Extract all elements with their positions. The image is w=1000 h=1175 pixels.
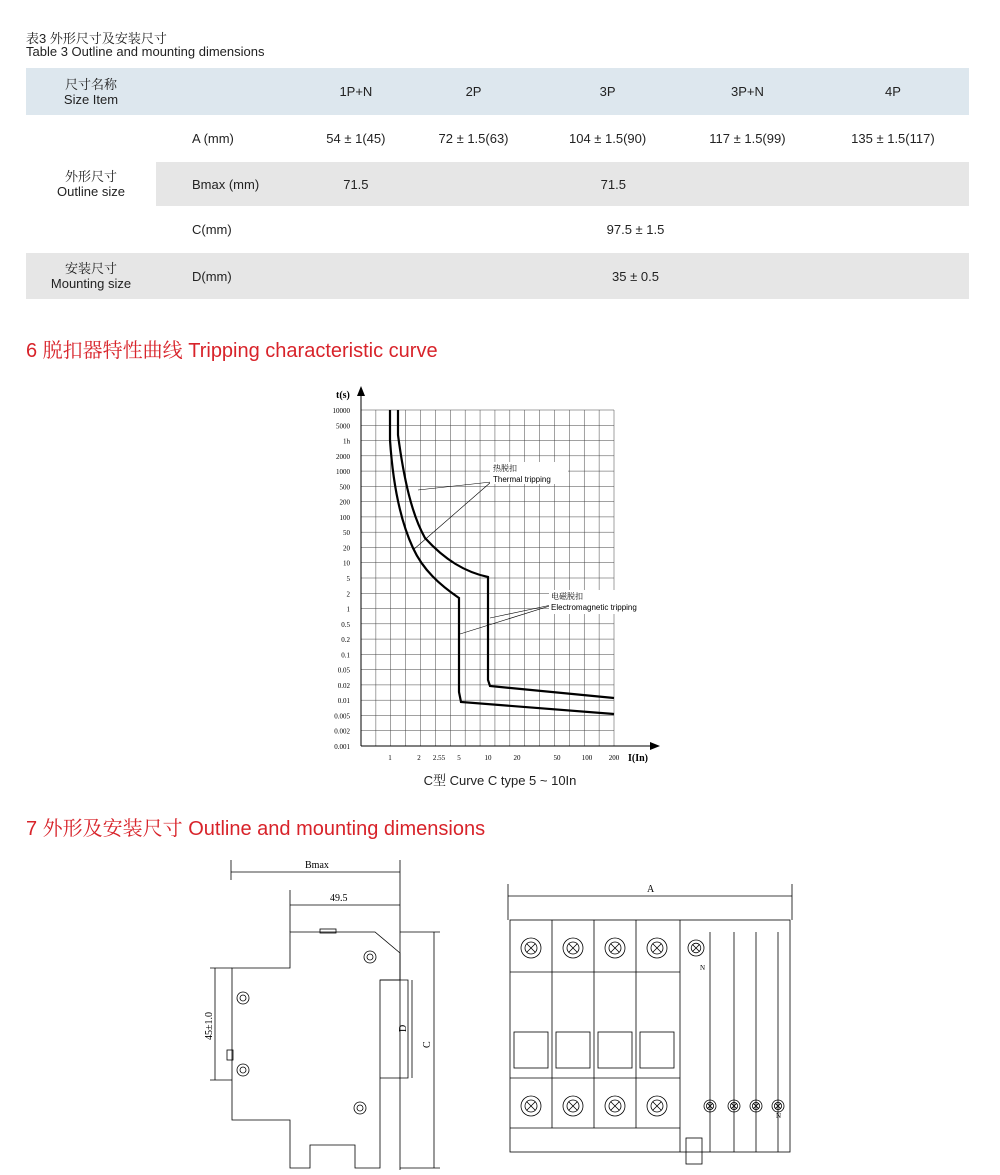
cell: 72 ± 1.5(63) (438, 131, 509, 146)
y-tick-label: 0.05 (337, 666, 350, 675)
y-tick-label: 0.2 (341, 636, 350, 645)
table-row (26, 162, 969, 206)
mounting-size-group (26, 253, 156, 299)
bmax-label: Bmax (305, 860, 329, 871)
breaker-body (232, 932, 400, 1168)
x-axis-label: I(In) (628, 753, 649, 764)
x-tick-label: 5 (457, 754, 461, 762)
curve-upper-bound (398, 410, 614, 698)
side-view-drawing (190, 850, 460, 1175)
y-tick-label: 0.002 (334, 727, 350, 736)
row-label: Bmax (mm) (156, 162, 302, 206)
y-axis-arrow (357, 386, 365, 396)
y-tick-label: 2000 (336, 452, 350, 461)
thermal-leader (413, 482, 491, 550)
size-item-header (26, 68, 156, 115)
cell: 135 ± 1.5(117) (851, 131, 935, 146)
x-tick-label: 20 (513, 754, 521, 762)
header-spacer (156, 68, 302, 115)
y-tick-label: 0.01 (337, 697, 350, 706)
mounting-size-cn: 安装尺寸 (64, 261, 117, 276)
front-view-drawing (500, 880, 800, 1170)
dim-495-label: 49.5 (330, 893, 348, 904)
y-tick-label: 5000 (336, 422, 350, 431)
dim-a-label: A (647, 884, 655, 895)
x-tick-label: 200 (608, 754, 620, 762)
table-row (26, 115, 969, 162)
cell: 104 ± 1.5(90) (568, 131, 647, 146)
y-tick-label: 200 (339, 498, 350, 507)
y-tick-label: 1h (343, 437, 350, 446)
top-tab (320, 929, 336, 933)
row-label: C(mm) (192, 222, 232, 237)
col-header: 3P (537, 68, 678, 115)
cell: 71.5 (410, 162, 817, 206)
table-row (26, 253, 969, 299)
outline-size-en: Outline size (57, 184, 125, 199)
mounting-size-en: Mounting size (50, 276, 132, 291)
x-tick-label: 1 (388, 754, 392, 762)
y-tick-label: 0.02 (337, 681, 350, 690)
y-tick-label: 10 (343, 559, 350, 568)
x-tick-label: 2.55 (432, 754, 446, 762)
y-tick-label: 5 (346, 575, 350, 583)
outline-size-cn: 外形尺寸 (64, 169, 117, 184)
em-leader (490, 604, 556, 618)
section-7-title: 7 外形及安装尺寸 Outline and mounting dimensions (26, 818, 486, 840)
cell: 117 ± 1.5(99) (709, 131, 786, 146)
col-header: 4P (817, 68, 969, 115)
chart-caption: C型 Curve C type 5 ~ 10In (423, 773, 577, 788)
size-item-en: Size Item (63, 91, 119, 107)
dim-d-label: D (398, 1024, 409, 1032)
col-header: 1P+N (302, 68, 410, 115)
y-tick-label: 0.5 (341, 620, 350, 629)
x-tick-label: 2 (417, 754, 421, 762)
row-label: A (mm) (192, 131, 234, 146)
tripping-curve-chart (0, 380, 1000, 770)
col-header: 3P+N (678, 68, 817, 115)
y-tick-label: 0.1 (341, 651, 350, 660)
x-tick-label: 100 (581, 754, 593, 762)
y-axis-label: t(s) (336, 390, 350, 401)
n-label-top: N (700, 964, 706, 972)
y-tick-labels (333, 407, 351, 751)
table-row (26, 206, 969, 253)
cell: 54 ± 1(45) (326, 131, 386, 146)
x-tick-labels (388, 754, 620, 762)
terminal-screws (521, 938, 784, 1116)
y-tick-label: 1 (346, 605, 350, 614)
table-caption-cn: 表3 外形尺寸及安装尺寸 (26, 31, 167, 46)
x-tick-label: 10 (484, 754, 492, 762)
y-tick-label: 1000 (336, 468, 350, 477)
thermal-label-cn: 热脱扣 (493, 464, 517, 473)
cell-empty (817, 162, 969, 206)
y-tick-label: 20 (343, 544, 350, 553)
y-tick-label: 0.005 (334, 712, 350, 721)
cell: 35 ± 0.5 (302, 253, 969, 299)
table-caption-en: Table 3 Outline and mounting dimensions (26, 44, 265, 59)
x-tick-label: 50 (553, 754, 561, 762)
col-header: 2P (410, 68, 538, 115)
cell: 71.5 (302, 162, 410, 206)
outline-size-group (26, 115, 156, 253)
dim-c-label: C (422, 1041, 433, 1048)
y-tick-label: 500 (339, 483, 350, 492)
y-tick-label: 50 (343, 529, 350, 538)
em-label-cn: 电磁脱扣 (551, 592, 583, 601)
dim-45-label: 45±1.0 (204, 1012, 215, 1040)
x-axis-arrow (650, 742, 660, 750)
size-item-cn: 尺寸名称 (64, 76, 117, 92)
y-tick-label: 0.001 (334, 743, 350, 751)
section-6-title: 6 脱扣器特性曲线 Tripping characteristic curve (26, 340, 438, 362)
y-tick-label: 10000 (332, 407, 350, 415)
y-tick-label: 2 (346, 590, 350, 599)
table-header-row (26, 68, 969, 115)
y-tick-label: 100 (339, 513, 350, 522)
thermal-label-en: Thermal tripping (493, 475, 551, 484)
dimensions-table (26, 68, 969, 299)
row-label: D(mm) (156, 253, 302, 299)
n-label-bottom: N (776, 1112, 782, 1120)
cell: 97.5 ± 1.5 (606, 222, 665, 237)
em-label-en: Electromagnetic tripping (551, 603, 637, 612)
